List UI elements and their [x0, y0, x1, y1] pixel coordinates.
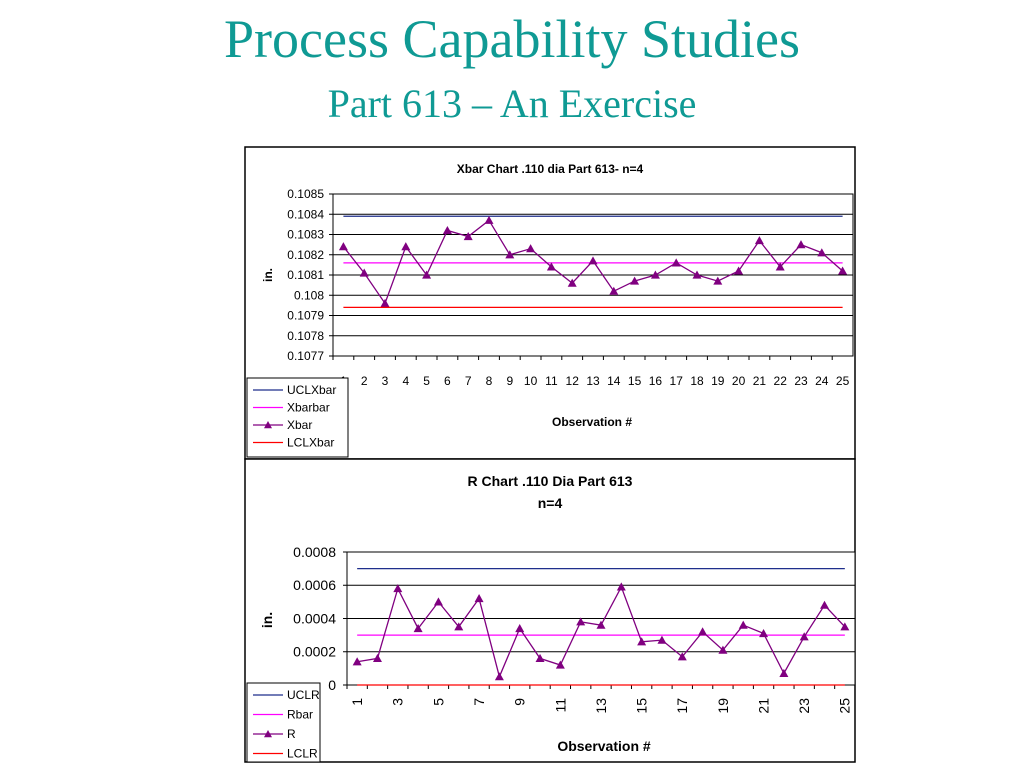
y-tick-label: 0.108 — [293, 288, 324, 303]
y-tick-label: 0.1079 — [287, 308, 324, 323]
x-tick-label: 10 — [523, 374, 538, 388]
chart-subtitle: n=4 — [537, 495, 563, 511]
x-tick-label: 7 — [470, 698, 487, 706]
x-tick-label: 23 — [796, 698, 813, 714]
x-tick-label: 23 — [794, 374, 808, 388]
x-tick-label: 14 — [607, 374, 621, 388]
y-tick-label: 0.0006 — [293, 577, 336, 594]
chart-title: R Chart .110 Dia Part 613 — [467, 473, 633, 489]
legend-label: LCLXbar — [287, 435, 335, 450]
x-tick-label: 25 — [835, 374, 850, 388]
y-tick-label: 0.1077 — [287, 349, 324, 364]
x-tick-label: 4 — [402, 374, 410, 388]
legend-label: Rbar — [287, 707, 314, 722]
y-tick-label: 0.1078 — [287, 328, 324, 343]
legend-label: Xbarbar — [287, 400, 330, 415]
xbar-chart — [245, 147, 855, 459]
y-tick-label: 0.1084 — [287, 207, 324, 222]
legend-label: R — [287, 727, 296, 741]
x-tick-label: 21 — [752, 374, 767, 388]
x-tick-label: 15 — [633, 698, 650, 714]
y-tick-label: 0.0008 — [293, 543, 336, 560]
legend — [247, 683, 320, 762]
x-tick-label: 25 — [836, 698, 853, 714]
x-tick-label: 3 — [381, 374, 389, 388]
x-tick-label: 9 — [506, 374, 514, 388]
x-tick-label: 22 — [773, 374, 787, 388]
x-tick-label: 17 — [674, 698, 691, 714]
y-tick-label: 0.0004 — [293, 610, 336, 627]
legend-label: UCLXbar — [287, 383, 337, 397]
chart-title: Xbar Chart .110 dia Part 613- n=4 — [456, 162, 644, 176]
x-tick-label: 11 — [552, 698, 569, 713]
slide-subtitle: Part 613 – An Exercise — [327, 81, 697, 126]
legend — [247, 378, 348, 457]
x-tick-label: 2 — [360, 374, 368, 388]
x-tick-label: 19 — [711, 374, 725, 388]
x-tick-label: 13 — [592, 698, 609, 714]
x-tick-label: 5 — [423, 374, 430, 388]
x-tick-label: 19 — [714, 698, 731, 714]
x-tick-label: 17 — [669, 374, 683, 388]
x-tick-label: 12 — [565, 374, 579, 388]
x-tick-label: 15 — [627, 374, 642, 388]
slide-title: Process Capability Studies — [224, 9, 800, 69]
legend-label: Xbar — [287, 418, 313, 432]
y-tick-label: 0.1082 — [287, 247, 324, 262]
y-tick-label: 0 — [328, 676, 336, 693]
x-axis-label: Observation # — [557, 738, 651, 754]
x-tick-label: 13 — [586, 374, 600, 388]
x-tick-label: 5 — [430, 698, 447, 706]
x-tick-label: 7 — [464, 374, 472, 388]
y-tick-label: 0.1083 — [287, 227, 324, 242]
x-tick-label: 20 — [731, 374, 746, 388]
x-tick-label: 3 — [389, 698, 406, 706]
x-tick-label: 18 — [690, 374, 704, 388]
x-tick-label: 16 — [648, 374, 663, 388]
x-tick-label: 24 — [815, 374, 829, 388]
x-tick-label: 21 — [755, 698, 772, 714]
x-axis-label: Observation # — [551, 415, 633, 429]
x-tick-label: 1 — [349, 698, 366, 706]
y-tick-label: 0.0002 — [293, 643, 336, 660]
x-tick-label: 9 — [511, 698, 528, 706]
y-axis-label: in. — [261, 268, 275, 282]
legend-label: UCLR — [287, 688, 320, 702]
x-tick-label: 8 — [485, 374, 493, 388]
x-tick-label: 6 — [444, 374, 451, 388]
y-tick-label: 0.1085 — [287, 187, 324, 202]
y-axis-label: in. — [259, 611, 275, 629]
x-tick-label: 11 — [545, 374, 558, 388]
y-tick-label: 0.1081 — [287, 268, 324, 283]
legend-label: LCLR — [287, 746, 318, 761]
r-chart — [245, 459, 855, 762]
